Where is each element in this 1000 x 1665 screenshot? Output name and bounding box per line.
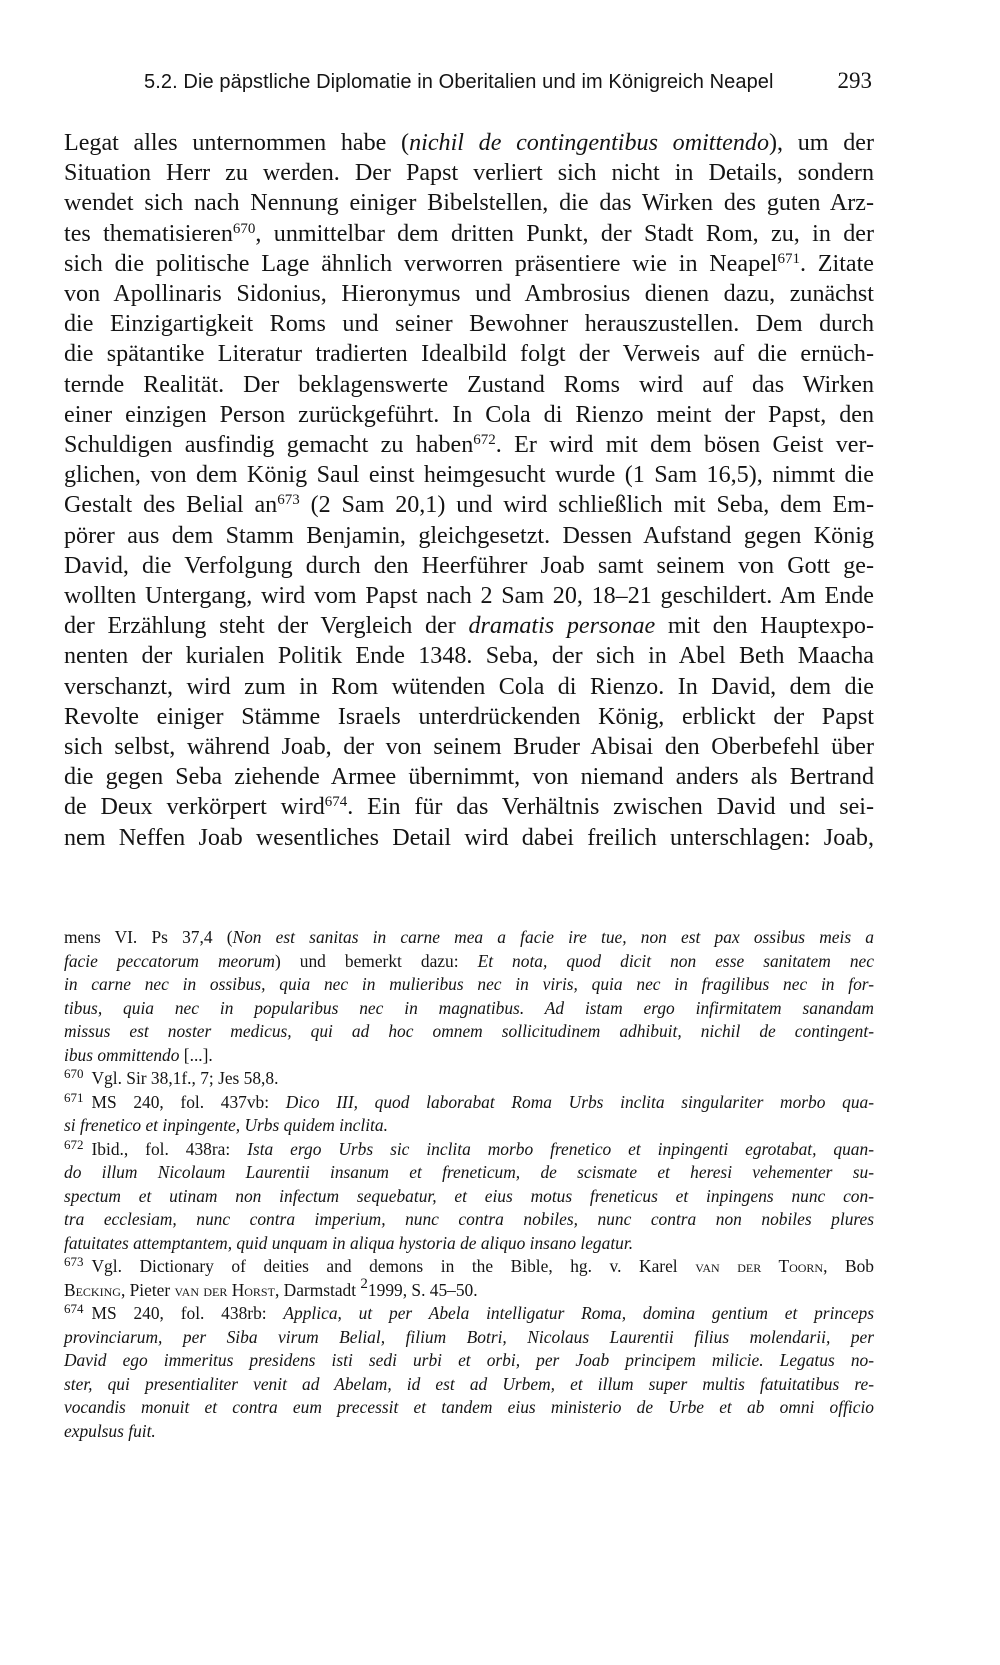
- body-line: nem Neffen Joab wesentliches Detail wird dabei freilich unterschlagen: Joab,: [64, 824, 874, 851]
- footnote-number: 673: [64, 1254, 84, 1270]
- body-line: der Erzählung steht der Vergleich der dramatis personae mit den Hauptexpo-: [64, 613, 874, 640]
- body-line: die gegen Seba ziehende Armee übernimmt, von niemand anders als Bertrand: [64, 764, 874, 791]
- footnote-number: 671: [64, 1089, 84, 1105]
- footnote-line: $^{674}$ MS 240, fol. 438rb: Applica, ut per Abela intelligatur Roma, domina gentium et princeps: [64, 1301, 874, 1323]
- body-line: von Apollinaris Sidonius, Hieronymus und Ambrosius dienen dazu, zunächst: [64, 281, 874, 308]
- footnote-continuation: [64, 926, 874, 1067]
- footnote-line: Becking, Pieter van der Horst, Darmstadt $^2$1999, S. 45–50.: [64, 1275, 478, 1300]
- footnotes: [64, 926, 874, 1443]
- footnote-line: in carne nec in ossibus, quia nec in mulieribus nec in viris, quia nec in fragilibus nec in for-: [64, 974, 874, 994]
- running-header: [144, 68, 872, 98]
- footnote-number: 670: [64, 1066, 84, 1082]
- footnote-line: $^{672}$ Ibid., fol. 438ra: Ista ergo Urbs sic inclita morbo frenetico et inpingenti egrotabat, quan-: [64, 1136, 874, 1159]
- body-line: nenten der kurialen Politik Ende 1348. Seba, der sich in Abel Beth Maacha: [64, 643, 874, 670]
- body-line: einer einzigen Person zurückgeführt. In Cola di Rienzo meint der Papst, den: [64, 401, 874, 428]
- body-line: Legat alles unternommen habe (nichil de contingentibus omittendo), um der: [64, 130, 874, 156]
- body-line: wendet sich nach Nennung einiger Bibelstellen, die das Wirken des guten Arz-: [64, 190, 874, 217]
- footnote-line: provinciarum, per Siba virum Belial, filium Botri, Nicolaus Laurentii filius molendarii, per: [64, 1326, 874, 1347]
- body-line: Gestalt des Belial $an^{673}$ (2 Sam 20,1) und wird schließlich mit Seba, dem Em-: [64, 492, 874, 519]
- footnote-line: mens VI. Ps 37,4 (Non est sanitas in carne mea a facie ire tue, non est pax ossibus meis a: [64, 927, 875, 947]
- body-line: de Deux verkörpert wird$^{674}$. Ein für das Verhältnis zwischen David und sei-: [64, 794, 874, 821]
- chapter-title: 5.2. Die päpstliche Diplomatie in Oberitalien und im Königreich Neapel: [144, 71, 774, 93]
- body-line: glichen, von dem König Saul einst heimgesucht wurde (1 Sam 16,5), nimmt die: [64, 462, 874, 489]
- body-line: sich selbst, während Joab, der von seinem Bruder Abisai den Oberbefehl über: [64, 734, 874, 761]
- footnote-674: [64, 1302, 874, 1443]
- footnote-line: si frenetico et inpingente, Urbs quidem inclita.: [64, 1115, 388, 1135]
- footnote-line: ster, qui presentialiter venit ad Abelam, id est ad Urbem, et illum super multis fatuitatibus re-: [64, 1373, 874, 1394]
- footnote-line: tra ecclesiam, nunc contra imperium, nunc contra nobiles, nunc contra non nobiles plures: [64, 1209, 874, 1229]
- footnote-line: missus est noster medicus, qui ad hoc omnem sollicitudinem adhibuit, nichil de contingent-: [64, 1021, 874, 1041]
- footnote-line: vocandis monuit et contra eum precessit et tandem eius ministerio de Urbe et ab omni officio: [64, 1397, 874, 1417]
- footnote-number: 674: [64, 1301, 84, 1317]
- body-line: tes thematisieren$^{670}$, unmittelbar dem dritten Punkt, der Stadt Rom, zu, in der: [64, 220, 875, 247]
- body-line: David, die Verfolgung durch den Heerführer Joab samt seinem von Gott ge-: [64, 552, 874, 579]
- footnote-672: [64, 1138, 874, 1256]
- footnote-line: spectum et utinam non infectum sequebatur, et eius motus freneticus et inpingens nunc con-: [64, 1185, 874, 1206]
- page-number: 293: [837, 68, 872, 93]
- body-line: pörer aus dem Stamm Benjamin, gleichgesetzt. Dessen Aufstand gegen König: [64, 522, 874, 549]
- footnote-number: 672: [64, 1136, 84, 1152]
- body-line: Revolte einiger Stämme Israels unterdrückenden König, erblickt der Papst: [64, 703, 874, 730]
- body-line: die Einzigartigkeit Roms und seiner Bewohner herauszustellen. Dem durch: [64, 311, 874, 338]
- body-line: ternde Realität. Der beklagenswerte Zustand Roms wird auf das Wirken: [64, 371, 874, 398]
- footnote-671: [64, 1091, 874, 1138]
- footnote-line: facie peccatorum meorum) und bemerkt dazu: Et nota, quod dicit non esse sanitatem nec: [64, 950, 874, 971]
- footnote-673: [64, 1255, 874, 1302]
- footnote-line: fatuitates attemptantem, quid unquam in aliqua hystoria de aliquo insano legatur.: [64, 1232, 634, 1253]
- footnote-line: David ego immeritus presidens isti sedi urbi et orbi, per Joab principem milicie. Legatus no-: [64, 1350, 874, 1370]
- body-line: Situation Herr zu werden. Der Papst verliert sich nicht in Details, sondern: [64, 160, 874, 187]
- footnote-line: $^{670}$ Vgl. Sir 38,1f., 7; Jes 58,8.: [64, 1066, 279, 1088]
- footnote-line: tibus, quia nec in popularibus nec in magnatibus. Ad istam ergo infirmitatem sanandam: [64, 997, 874, 1018]
- footnote-line: ibus ommittendo [...].: [64, 1044, 213, 1065]
- footnote-line: expulsus fuit.: [64, 1420, 156, 1441]
- body-line: die spätantike Literatur tradierten Idealbild folgt der Verweis auf die ernüch-: [64, 341, 874, 368]
- main-text: [64, 128, 874, 853]
- footnote-line: $^{671}$ MS 240, fol. 437vb: Dico III, quod laborabat Roma Urbs inclita singulariter morbo qua-: [64, 1089, 874, 1112]
- body-line: sich die politische Lage ähnlich verworren präsentiere wie in Neapel$^{671}$. Zitate: [64, 250, 874, 277]
- body-line: verschanzt, wird zum in Rom wütenden Cola di Rienzo. In David, dem die: [64, 673, 874, 700]
- footnote-line: do illum Nicolaum Laurentii insanum et freneticum, de scismate et heresi vehementer su-: [64, 1162, 874, 1182]
- body-line: Schuldigen ausfindig gemacht zu haben$^{672}$. Er wird mit dem bösen Geist ver-: [64, 431, 874, 459]
- footnote-670: [64, 1067, 874, 1091]
- body-line: wollten Untergang, wird vom Papst nach 2 Sam 20, 18–21 geschildert. Am Ende: [64, 583, 874, 610]
- footnote-line: $^{673}$ Vgl. Dictionary of deities and demons in the Bible, hg. v. Karel van der Toorn, Bob: [64, 1254, 874, 1276]
